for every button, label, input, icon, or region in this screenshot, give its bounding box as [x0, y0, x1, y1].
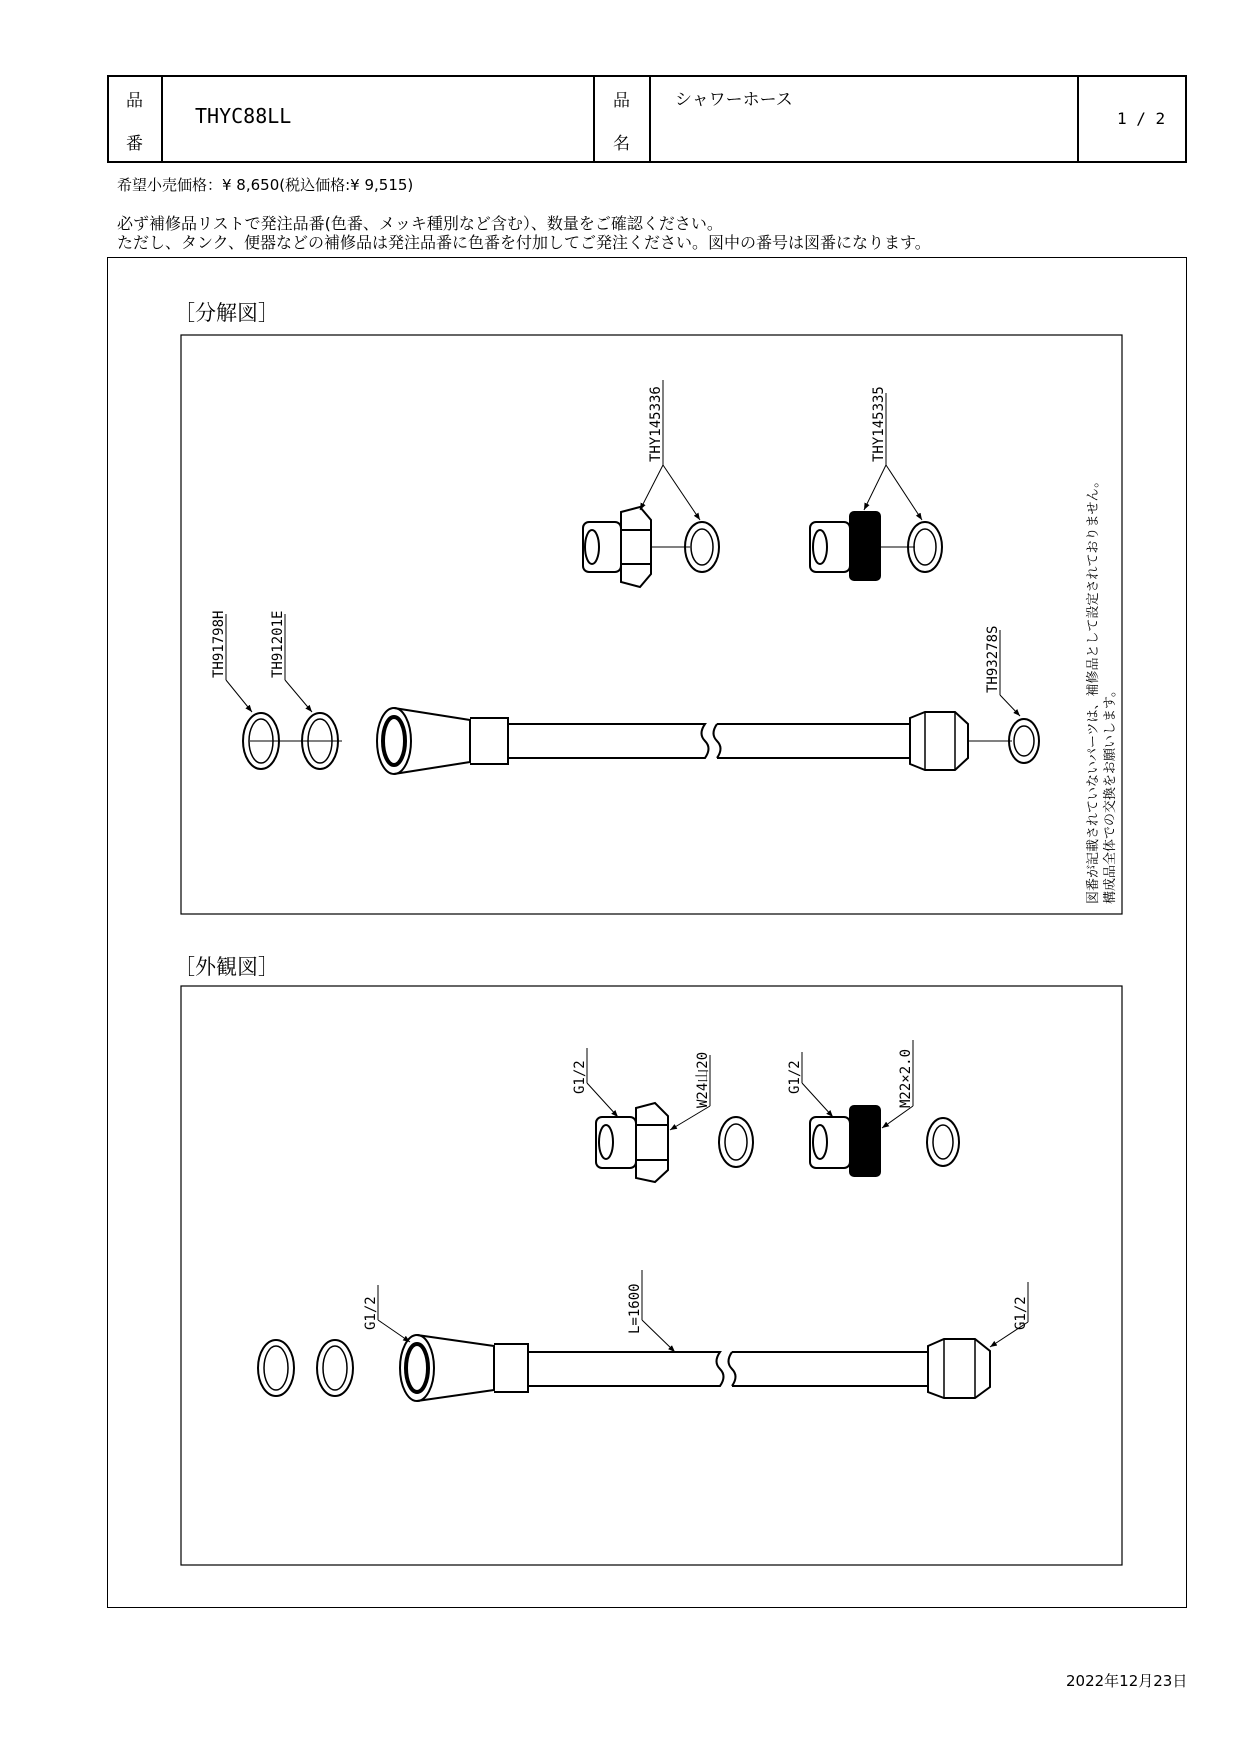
label-length: L=1600 [627, 1283, 643, 1334]
gasket-th93278s [1009, 719, 1039, 763]
adapter-w24-part [583, 507, 690, 587]
external-gasket-2 [317, 1340, 353, 1396]
name-label-2: 名 [613, 134, 630, 154]
shower-hose-external [400, 1335, 990, 1401]
label-g12-d: G1/2 [1013, 1296, 1029, 1330]
page-number: 1 / 2 [1117, 109, 1166, 128]
adapter-m22-external-gasket [927, 1118, 959, 1166]
side-note-2: 構成品全体での交換をお願いします。 [1103, 684, 1118, 904]
adapter-w24-external-gasket [719, 1117, 753, 1167]
label-g12-b: G1/2 [787, 1060, 803, 1094]
exploded-view-title: ［分解図］ [174, 301, 279, 325]
label-w24: W24山20 [695, 1051, 711, 1108]
label-th91798h: TH91798H [211, 610, 227, 678]
label-g12-a: G1/2 [572, 1060, 588, 1094]
adapter-m22-external [810, 1106, 880, 1176]
label-th91201e: TH91201E [270, 610, 286, 678]
adapter-m22-part [810, 512, 915, 580]
adapter-w24-external [596, 1103, 668, 1182]
shower-hose-exploded [377, 708, 1012, 774]
product-name: シャワーホース [675, 90, 793, 110]
external-view-title: ［外観図］ [174, 955, 279, 979]
side-note-1: 図番が記載されていないパーツは、補修品として設定されておりません。 [1086, 474, 1101, 904]
issue-date: 2022年12月23日 [1066, 1672, 1188, 1690]
external-gasket-1 [258, 1340, 294, 1396]
label-thy145336: THY145336 [648, 386, 664, 462]
name-label-1: 品 [613, 91, 630, 111]
label-g12-c: G1/2 [363, 1296, 379, 1330]
part-no-label-2: 番 [126, 134, 143, 154]
part-no-label-1: 品 [126, 91, 143, 111]
label-thy145335: THY145335 [871, 386, 887, 462]
notice-line-1: 必ず補修品リストで発注品番(色番、メッキ種別など含む）、数量をご確認ください。 [117, 214, 723, 233]
part-number: THYC88LL [195, 104, 292, 128]
notice-line-2: ただし、タンク、便器などの補修品は発注品番に色番を付加してご発注ください。図中の番号は図番になります。 [117, 233, 931, 252]
retail-price: 希望小売価格：¥ 8,650(税込価格:¥ 9,515) [117, 176, 414, 194]
external-view-box [181, 986, 1122, 1565]
label-m22: M22×2.0 [898, 1048, 914, 1108]
label-th93278s: TH93278S [985, 625, 1001, 693]
